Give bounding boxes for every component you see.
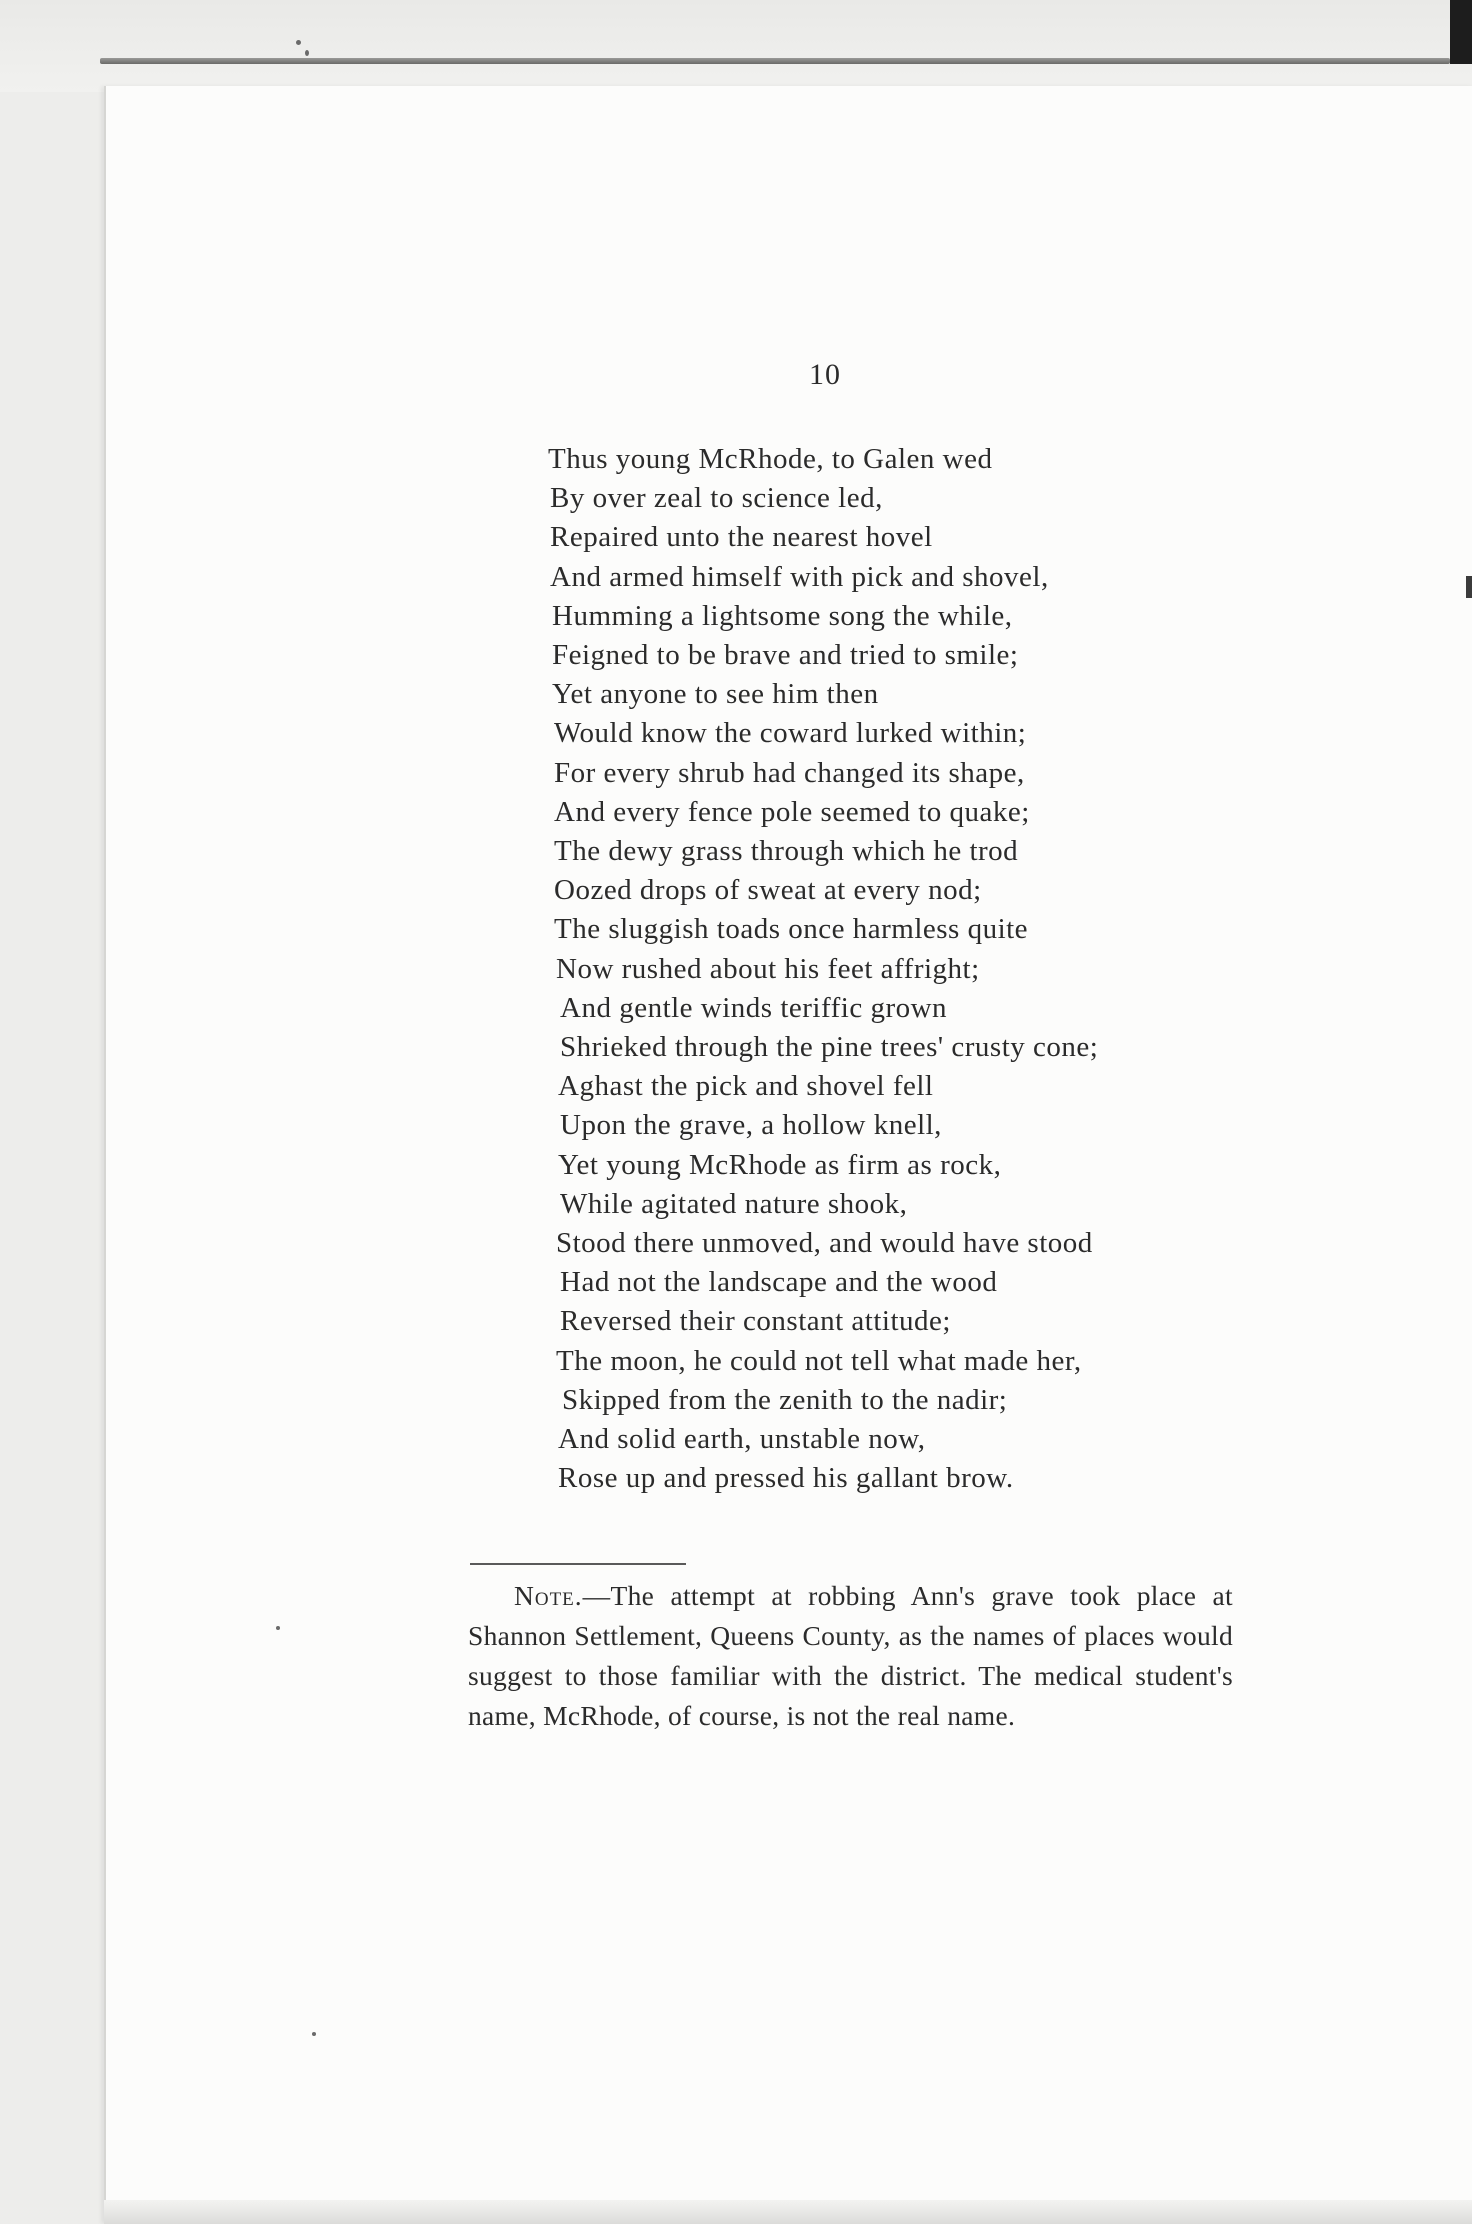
poem-line: And solid earth, unstable now, <box>558 1423 926 1456</box>
poem-line: Thus young McRhode, to Galen wed <box>548 443 993 475</box>
poem-line: And gentle winds teriffic grown <box>560 991 948 1024</box>
poem-line: Humming a lightsome song the while, <box>552 599 1013 632</box>
poem-line: Would know the coward lurked within; <box>554 717 1027 750</box>
scan-speck <box>276 1626 280 1630</box>
poem-line: The sluggish toads once harmless quite <box>554 913 1029 946</box>
footnote-label: Note. <box>514 1580 583 1611</box>
poem-line: Shrieked through the pine trees' crusty cone; <box>560 1031 1099 1064</box>
poem-line: Skipped from the zenith to the nadir; <box>562 1383 1008 1416</box>
poem-line: Now rushed about his feet affright; <box>556 952 980 985</box>
scan-speck <box>312 2032 316 2036</box>
page-number: 10 <box>809 358 841 391</box>
poem-line: Rose up and pressed his gallant brow. <box>558 1462 1014 1495</box>
poem-line: Had not the landscape and the wood <box>560 1266 998 1299</box>
poem-line: Oozed drops of sweat at every nod; <box>554 874 982 907</box>
scan-speck <box>305 50 309 56</box>
poem-line: The dewy grass through which he trod <box>554 835 1019 868</box>
poem-body <box>548 440 1098 1498</box>
scan-edge-mark <box>1466 576 1472 598</box>
scan-speck <box>296 40 301 45</box>
poem-line: Repaired unto the nearest hovel <box>550 521 933 554</box>
scan-top-strip <box>0 0 1472 92</box>
poem-line: Yet anyone to see him then <box>552 678 879 711</box>
poem-line: Upon the grave, a hollow knell, <box>560 1109 942 1142</box>
poem-line: The moon, he could not tell what made her, <box>556 1344 1082 1377</box>
poem-line: Aghast the pick and shovel fell <box>558 1070 934 1103</box>
poem-line: For every shrub had changed its shape, <box>554 756 1025 789</box>
poem-line: By over zeal to science led, <box>550 482 883 515</box>
footnote-separator <box>470 1563 686 1565</box>
poem-line: Yet young McRhode as firm as rock, <box>558 1148 1002 1181</box>
page-top-edge <box>100 58 1450 64</box>
poem-line: Feigned to be brave and tried to smile; <box>552 639 1019 672</box>
poem-line: While agitated nature shook, <box>560 1187 908 1220</box>
poem-line: Reversed their constant attitude; <box>560 1305 951 1338</box>
footnote <box>468 1576 1233 1736</box>
footnote-text: —The attempt at robbing Ann's grave took place at Shannon Settlement, Queens County, as the names of places would suggest to those familiar with the district. The medical student's name, McRhode, of course, is not the real name. <box>468 1580 1233 1731</box>
poem-line: And armed himself with pick and shovel, <box>550 560 1049 593</box>
scan-dark-corner <box>1450 0 1472 64</box>
poem-line: Stood there unmoved, and would have stood <box>556 1227 1093 1260</box>
poem-line: And every fence pole seemed to quake; <box>554 795 1030 828</box>
page-bottom-edge <box>104 2200 1472 2224</box>
